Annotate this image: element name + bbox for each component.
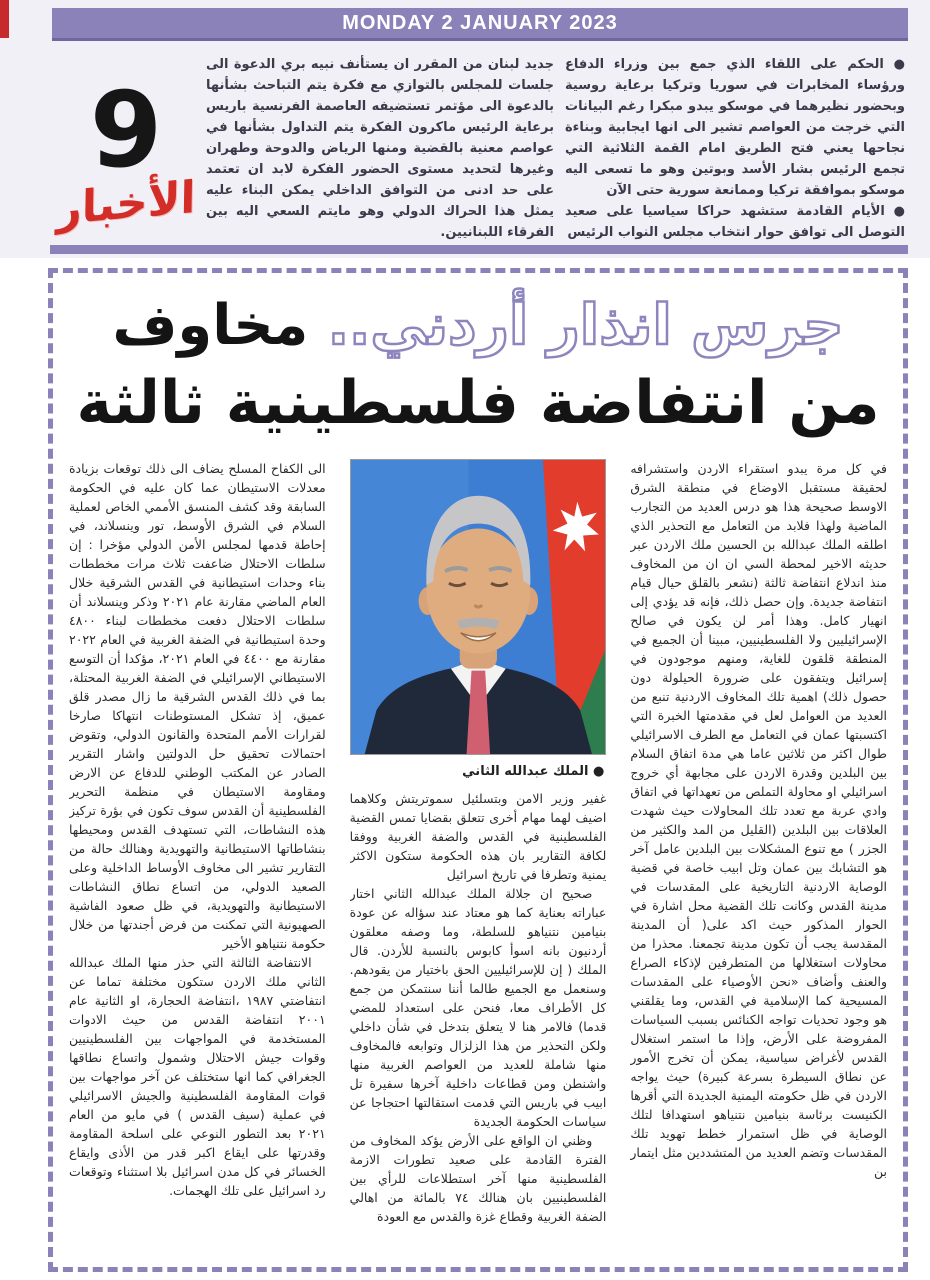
article-frame xyxy=(48,268,908,1272)
headline-solid-part: مخاوف xyxy=(112,293,309,358)
date-banner xyxy=(52,8,908,41)
paragraph: في كل مرة يبدو استقراء الاردن واستشرافه لحقيقة مستقبل الاوضاع في منطقة الشرق الاوسط صحيحة هذا هو درس العديد من التجارب الماضية ولهذا فلابد من التعامل مع التحذير الذي اطلقه الملك عبدالله بن الحسين ملك الاردن عبر حديثه الاخير لمحطة السي ان ان من المخاوف منذ اندلاع انتفاضة ثالثة (نشعر بالقلق حيال قيام انتفاضة جديدة. وإن حصل ذلك، فإنه قد يؤدي إلى انهيار كامل. وهذا أمر لن يكون في صالح الإسرائيليين ولا الفلسطينيين، مبينا أن الجميع في المنطقة قلقون للغاية، ومنهم موجودون في إسرائيل ويتفقون على ضرورة الحيلولة دون حصول ذلك) اهمية تلك المخاوف الاردنية تنبع من العديد من العوامل لعل في مقدمتها الخبرة التي اكتسبتها عمان في التعامل مع الطرف الاسرائيلي طوال اكثر من ثلاثين عاما هي مدة اتفاق السلام بين البلدين وقدرة الاردن على مجابهة أي خروج اسرائيلي او محاولة التملص من تعهداتها في اتفاق وادي عربة مع تعدد تلك المحاولات حيث شهدت العلاقات بين البلدين (القليل من المد والكثير من الجزر ) مع تنوع المشكلات بين البلدين عامل آخر هو التشابك بين عمان وتل ابيب خاصة في قضية الوصاية الاردنية التاريخية على المقدسات في مدينة القدس وكانت تلك القضية محل اشارة في الحوار المذكور حيث اكد على( أن المدينة المقدسة يجب أن تكون مدينة تجمعنا. محذرا من محاولات استغلالها من المتطرفين لإذكاء الصراع والعنف وأضاف «نحن الأوصياء على المقدسات المسيحية كما الإسلامية في القدس، وما يقلقني هو وجود تحديات تواجه الكنائس بسبب السياسات المفروضة على الأرض، وإذا ما استمر استغلال القدس لأغراض سياسية، يمكن أن تخرج الأمور عن نطاق السيطرة بسرعة كبيرة) حيث يواجه الاردن في ظل حكومته اليمنية الجديدة التي أقرها الكنيست برئاسة بنيامين نتنياهو استهدافا لتلك الوصاية في ظل استمرار خطط تهويد تلك المقدسات وتضم العديد من المتشددين مثل ايتمار بن xyxy=(630,461,887,1179)
article-column-1 xyxy=(630,459,887,1253)
paragraph: صحيح ان جلالة الملك عبدالله الثاني اختار عباراته بعناية كما هو معتاد عند سؤاله عن عودة بنيامين نتنياهو للسلطة، وما وصفه معلقون أردنيون بانه اسوأ كابوس بالنسبة للأردن. قال الملك ( إن للإسرائيليين الحق باختيار من يقودهم. وسنعمل مع الجميع طالما أننا سنتمكن من جمع كل الأطراف معا، فنحن على استعداد للمضي قدما) فالامر هنا لا يتعلق بتدخل في شأن داخلي ولكن التحذير من هذا الزلزال وتوابعه فالمخاوف منها شاملة للعديد من العواصم الغربية منها واشنطن ومن قطاعات داخلية آخرها سفيرة تل ابيب في باريس التي قدمت استقالتها احتجاجا عن سياسات الحكومة الجديدة xyxy=(349,886,607,1129)
paragraph: ● الحكم على اللقاء الذي جمع بين وزراء الدفاع ورؤساء المخابرات في سوريا وتركيا برعاية روسية وبحضور نظيرهما في موسكو يبدو مبكرا رغم البيانات التي خرجت من العواصم تشير الى انها ايجابية وبناءة نجاحها يعني فتح الطريق امام القمة الثلاثية التي تجمع الرئيس بشار الأسد وبوتين وهو ما تسعى اليه موسكو بموافقة تركيا وممانعة سورية حتى الآن xyxy=(565,57,905,198)
date-text: MONDAY 2 JANUARY 2023 xyxy=(342,11,618,34)
paragraph: وظني ان الواقع على الأرض يؤكد المخاوف من الفترة القادمة على صعيد تطورات الازمة الفلسطينية منها آخر استطلاعات للرأي بين الفلسطينيين بان هنالك ٧٤ بالمائة من اهالي الضفة الغربية وقطاع غزة والقدس مع العودة xyxy=(349,1133,607,1224)
masthead xyxy=(52,48,200,244)
king-abdullah-photo xyxy=(350,459,607,755)
face xyxy=(426,529,530,654)
article-column-2 xyxy=(350,459,607,1253)
headline-line2: من انتفاضة فلسطينية ثالثة xyxy=(76,368,880,438)
news-briefs-right xyxy=(565,54,905,246)
article-column-2-text xyxy=(350,789,607,1226)
paragraph: الى الكفاح المسلح يضاف الى ذلك توقعات بزيادة معدلات الاستيطان عما كان عليه في الحكومة السابقة وقد كشف المنسق الأممي الخاص لعملية السلام في الشرق الأوسط، تور وينسلاند، في إحاطة قدمها لمجلس الأمن الدولي مؤخرا : إن سلطات الاحتلال ضاعفت ثلاث مرات مخططات بناء وحدات استيطانية في القدس الشرقية خلال العام الماضي مقارنة عام ٢٠٢١ وذكر وينسلاند أن سلطات الاحتلال دفعت مخططات لبناء ٤٨٠٠ وحدة استيطانية في الضفة الغربية في العام ٢٠٢٢ مقارنة مع ٤٤٠٠ في العام ٢٠٢١، مؤكدا أن التوسع الاستيطاني الإسرائيلي في الضفة الغربية المحتلة، بما في ذلك القدس الشرقية ما زال مصدر قلق عميق، إذ تشكل المستوطنات انتهاكا صارخا لقرارات الأمم المتحدة والقانون الدولي، وتقوض احتمالات تحقيق حل الدولتين واشار التقرير الصادر عن المكتب الوطني للدفاع عن الارض ومقاومة الاستيطان في منظمة التحرير الفلسطينية أن القدس سوف تكون في بؤرة تركيز هذه النشاطات، التي تستهدف القدس ومحيطها بنشاطاتها الاستيطانية والتهويدية وهنالك حالة من التقارير تشير الى مخاوف الأوساط الداخلية وعلى الصعيد الدولي، من اتساع نطاق النشاطات الاستيطانية والتهويدية، في ظل صعود الفاشية الصهيونية التي تمكنت من فرض أجندتها من خلال حكومة نتنياهو الأخير xyxy=(69,461,326,951)
article-columns xyxy=(69,459,887,1253)
paragraph: ● الأيام القادمة ستشهد حراكا سياسيا على صعيد التوصل الى توافق حوار انتخاب مجلس النواب الرئيس xyxy=(565,204,905,240)
photo-caption: ● الملك عبدالله الثاني xyxy=(462,764,605,779)
purple-divider-bar xyxy=(50,245,908,254)
headline-outline-part: جرس انذار أردني.. xyxy=(327,293,844,358)
paragraph: جديد لبنان من المقرر ان يستأنف نبيه بري الدعوة الى جلسات للمجلس بالتوازي مع فكرة يتم التباحث بشأنها بالدعوة الى مؤتمر تستضيفه العاصمة الفرنسية باريس برعاية الرئيس ماكرون الفكرة يتم التداول بشأنها في عواصم معنية بالقضية ومنها الرياض والدوحة وطهران وغيرها لتحديد مستوى الحضور الفكرة لابد ان تعتمد على حد ادنى من التوافق الداخلي يمكن البناء عليه يمثل هذا الحراك الدولي وهو مايتم السعي اليه بين الفرقاء اللبنانيين. xyxy=(206,57,554,240)
page-number: 9 xyxy=(89,69,163,191)
portrait-illustration xyxy=(351,460,606,754)
news-briefs-left xyxy=(206,54,554,246)
newspaper-logo: الأخبار xyxy=(56,171,196,236)
corner-red-stripe xyxy=(0,0,9,38)
paragraph: الانتفاضة الثالثة التي حذر منها الملك عبدالله الثاني ملك الاردن ستكون مختلفة تماما عن انتفاضتي ١٩٨٧ ،انتفاضة الحجارة، او الثانية عام ٢٠٠١ انتفاضة القدس من حيث الادوات المستخدمة في المواجهات بين الفلسطينيين وقوات جيش الاحتلال وشمول واتساع نطاقها الجغرافي كما انها ستختلف عن آخر مواجهات بين قوات المقاومة الفلسطينية والجيش الاسرائيلي في عملية (سيف القدس ) في مايو من العام ٢٠٢١ بعد التطور النوعي على اسلحة المقاومة وقدرتها على ايقاع اكبر قدر من الأذى وايقاع الخسائر في كل مدن اسرائيل بلا استثناء وتوقعات رد اسرائيل على تلك الهجمات. xyxy=(69,955,326,1198)
paragraph: غفير وزير الامن وبتسلئيل سموتريتش وكلاهما اضيف لهما مهام أخرى تتعلق بقضايا تمس القضية الفلسطينية في القدس والضفة الغربية ووفقا لكافة التقارير بان هذه الحكومة ستكون الاكثر يمنية وتطرفا في تاريخ اسرائيل xyxy=(349,791,607,882)
headline-line1 xyxy=(75,289,881,363)
article-headline xyxy=(69,285,887,453)
article-column-3 xyxy=(69,459,326,1253)
